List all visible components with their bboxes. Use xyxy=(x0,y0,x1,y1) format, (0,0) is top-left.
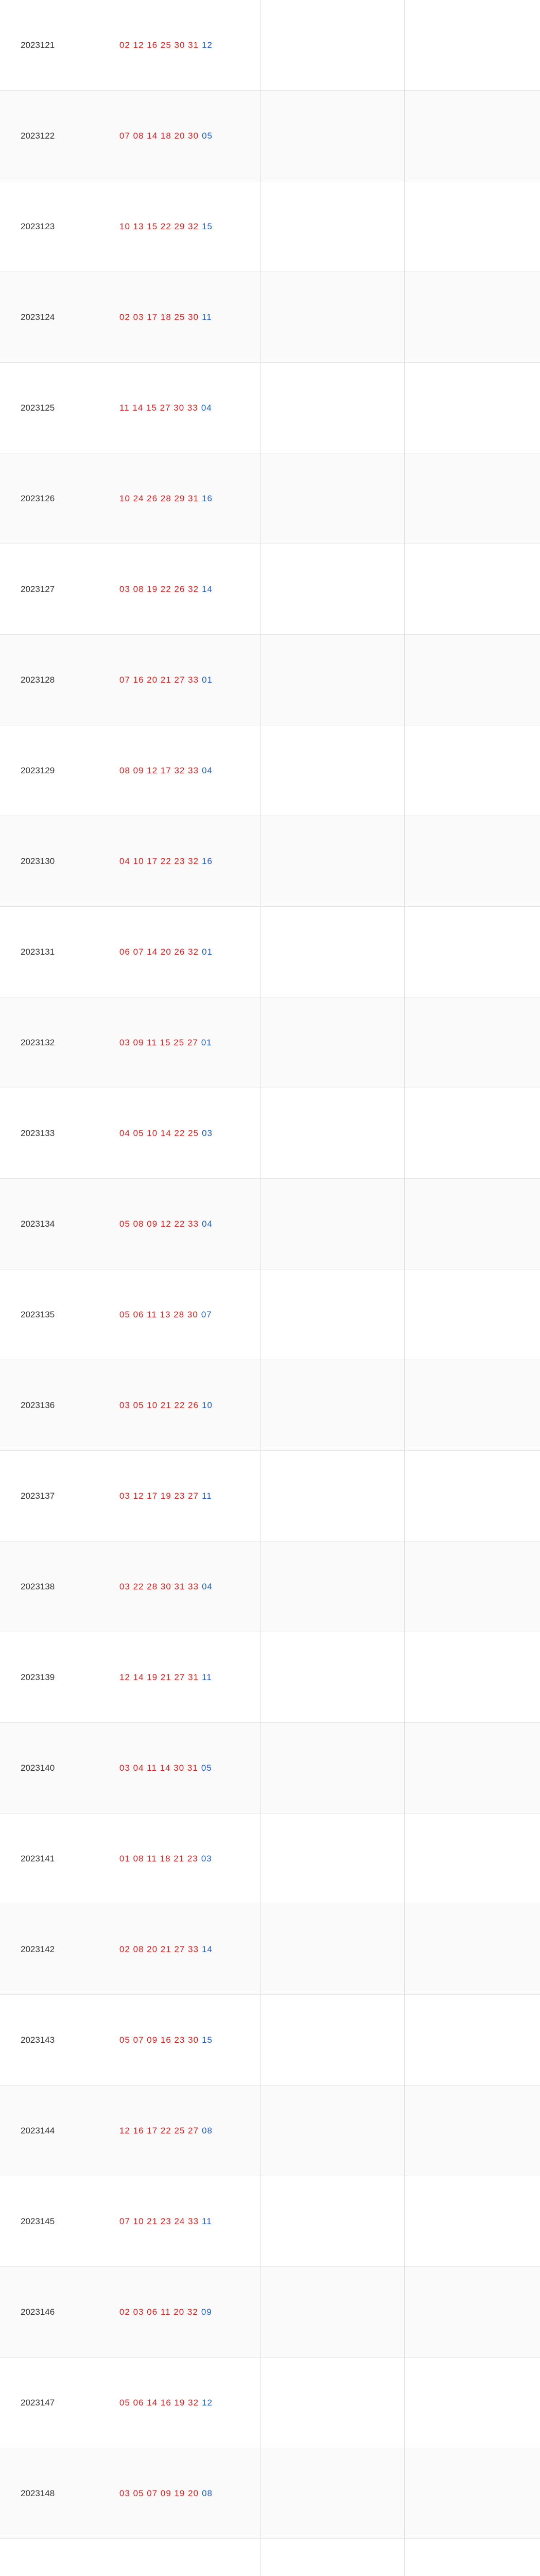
table-row xyxy=(0,725,540,816)
issue-number: 2023147 xyxy=(21,2397,55,2408)
prediction-block xyxy=(405,2448,540,2538)
prediction-block xyxy=(260,1814,405,1904)
prediction-block xyxy=(405,1451,540,1541)
red-balls: 03 22 28 30 31 33 xyxy=(119,1581,199,1591)
red-balls: 03 09 11 15 25 27 xyxy=(119,1037,198,1047)
red-balls: 12 14 19 21 27 31 xyxy=(119,1672,199,1682)
table-row xyxy=(0,2176,540,2267)
prediction-block xyxy=(405,1904,540,1994)
issue-cell xyxy=(0,907,108,997)
table-row xyxy=(0,907,540,997)
blue-ball: 04 xyxy=(202,1218,213,1229)
table-row xyxy=(0,997,540,1088)
prediction-block xyxy=(260,1179,405,1269)
prediction-block xyxy=(260,1269,405,1360)
draw-numbers xyxy=(119,2358,248,2448)
prediction-block xyxy=(260,1360,405,1450)
issue-cell xyxy=(0,1904,108,1994)
prediction-block xyxy=(260,725,405,816)
issue-number: 2023136 xyxy=(21,1400,55,1410)
draw-numbers xyxy=(119,1904,248,1994)
draw-numbers xyxy=(119,91,248,181)
issue-number: 2023139 xyxy=(21,1672,55,1682)
prediction-block xyxy=(405,997,540,1088)
draw-numbers xyxy=(119,725,248,816)
prediction-grid xyxy=(260,1269,540,1360)
prediction-block xyxy=(405,2539,540,2576)
draw-numbers xyxy=(119,181,248,272)
prediction-block xyxy=(260,2086,405,2176)
issue-cell xyxy=(0,2448,108,2538)
prediction-block xyxy=(405,453,540,544)
blue-ball: 10 xyxy=(202,1400,213,1410)
blue-ball: 16 xyxy=(202,856,213,866)
issue-cell xyxy=(0,2267,108,2357)
issue-number: 2023145 xyxy=(21,2216,55,2226)
blue-ball: 07 xyxy=(201,1309,212,1319)
draw-numbers xyxy=(119,272,248,362)
blue-ball: 01 xyxy=(201,1037,212,1047)
draw-numbers xyxy=(119,635,248,725)
issue-cell xyxy=(0,725,108,816)
issue-number: 2023140 xyxy=(21,1762,55,1773)
blue-ball: 12 xyxy=(202,40,213,50)
prediction-block xyxy=(405,1269,540,1360)
issue-number: 2023137 xyxy=(21,1490,55,1501)
red-balls: 06 07 14 20 26 32 xyxy=(119,946,199,957)
issue-cell xyxy=(0,544,108,634)
prediction-block xyxy=(405,544,540,634)
prediction-grid xyxy=(260,2539,540,2576)
table-row xyxy=(0,1541,540,1632)
prediction-block xyxy=(260,2539,405,2576)
prediction-grid xyxy=(260,997,540,1088)
blue-ball: 11 xyxy=(202,2216,212,2226)
issue-cell xyxy=(0,181,108,272)
table-row xyxy=(0,1360,540,1451)
red-balls: 04 05 10 14 22 25 xyxy=(119,1128,199,1138)
prediction-block xyxy=(260,91,405,181)
draw-numbers xyxy=(119,363,248,453)
prediction-block xyxy=(260,997,405,1088)
prediction-block xyxy=(405,1632,540,1722)
issue-cell xyxy=(0,1451,108,1541)
issue-number: 2023125 xyxy=(21,402,55,413)
issue-cell xyxy=(0,363,108,453)
issue-number: 2023124 xyxy=(21,312,55,322)
red-balls: 02 03 17 18 25 30 xyxy=(119,312,199,322)
prediction-block xyxy=(260,181,405,272)
red-balls: 05 06 11 13 28 30 xyxy=(119,1309,198,1319)
table-row xyxy=(0,2086,540,2176)
prediction-grid xyxy=(260,1904,540,1994)
issue-cell xyxy=(0,2176,108,2266)
blue-ball: 04 xyxy=(202,765,213,775)
draw-numbers xyxy=(119,1995,248,2085)
prediction-block xyxy=(260,1904,405,1994)
draw-numbers xyxy=(119,1632,248,1722)
table-row xyxy=(0,2358,540,2448)
table-row xyxy=(0,2539,540,2576)
red-balls: 10 24 26 28 29 31 xyxy=(119,493,199,503)
table-row xyxy=(0,816,540,907)
table-row xyxy=(0,363,540,453)
draw-numbers xyxy=(119,1179,248,1269)
draw-numbers xyxy=(119,2448,248,2538)
issue-number: 2023134 xyxy=(21,1218,55,1229)
draw-numbers xyxy=(119,997,248,1088)
red-balls: 07 08 14 18 20 30 xyxy=(119,130,199,141)
prediction-block xyxy=(260,1995,405,2085)
issue-number: 2023123 xyxy=(21,221,55,231)
red-balls: 03 05 07 09 19 20 xyxy=(119,2488,199,2498)
issue-number: 2023135 xyxy=(21,1309,55,1319)
table-row xyxy=(0,1269,540,1360)
draw-numbers xyxy=(119,907,248,997)
draw-numbers xyxy=(119,816,248,906)
table-row xyxy=(0,1088,540,1179)
prediction-block xyxy=(405,1814,540,1904)
issue-cell xyxy=(0,2086,108,2176)
prediction-grid xyxy=(260,1632,540,1722)
prediction-block xyxy=(405,816,540,906)
issue-number: 2023126 xyxy=(21,493,55,503)
prediction-block xyxy=(405,91,540,181)
prediction-block xyxy=(405,1995,540,2085)
blue-ball: 11 xyxy=(202,1672,212,1682)
red-balls: 04 10 17 22 23 32 xyxy=(119,856,199,866)
issue-cell xyxy=(0,1632,108,1722)
table-row xyxy=(0,0,540,91)
issue-cell xyxy=(0,1179,108,1269)
issue-number: 2023143 xyxy=(21,2035,55,2045)
draw-numbers xyxy=(119,1451,248,1541)
red-balls: 02 12 16 25 30 31 xyxy=(119,40,199,50)
prediction-grid xyxy=(260,2176,540,2266)
prediction-block xyxy=(260,1541,405,1632)
issue-cell xyxy=(0,453,108,544)
blue-ball: 14 xyxy=(202,584,213,594)
issue-number: 2023128 xyxy=(21,674,55,685)
table-row xyxy=(0,2267,540,2358)
prediction-block xyxy=(405,1541,540,1632)
issue-number: 2023141 xyxy=(21,1853,55,1863)
blue-ball: 01 xyxy=(202,674,213,685)
prediction-grid xyxy=(260,816,540,906)
blue-ball: 09 xyxy=(201,2307,212,2317)
prediction-block xyxy=(405,181,540,272)
blue-ball: 05 xyxy=(202,130,213,141)
draw-numbers xyxy=(119,1269,248,1360)
table-row xyxy=(0,1814,540,1904)
table-row xyxy=(0,1179,540,1269)
red-balls: 08 09 12 17 32 33 xyxy=(119,765,199,775)
table-row xyxy=(0,272,540,363)
red-balls: 10 13 15 22 29 32 xyxy=(119,221,199,231)
prediction-grid xyxy=(260,1541,540,1632)
prediction-block xyxy=(260,1632,405,1722)
draw-numbers xyxy=(119,453,248,544)
prediction-block xyxy=(260,363,405,453)
prediction-block xyxy=(260,1723,405,1813)
blue-ball: 15 xyxy=(202,221,213,231)
red-balls: 02 08 20 21 27 33 xyxy=(119,1944,199,1954)
red-balls: 02 03 06 11 20 32 xyxy=(119,2307,198,2317)
blue-ball: 01 xyxy=(202,946,213,957)
table-row xyxy=(0,453,540,544)
prediction-grid xyxy=(260,544,540,634)
draw-numbers xyxy=(119,1088,248,1178)
prediction-grid xyxy=(260,1179,540,1269)
issue-number: 2023130 xyxy=(21,856,55,866)
prediction-block xyxy=(405,2267,540,2357)
table-row xyxy=(0,2448,540,2539)
red-balls: 12 16 17 22 25 27 xyxy=(119,2125,199,2136)
issue-number: 2023133 xyxy=(21,1128,55,1138)
prediction-block xyxy=(405,1360,540,1450)
prediction-grid xyxy=(260,725,540,816)
prediction-grid xyxy=(260,363,540,453)
issue-cell xyxy=(0,997,108,1088)
blue-ball: 14 xyxy=(202,1944,213,1954)
issue-number: 2023148 xyxy=(21,2488,55,2498)
red-balls: 03 05 10 21 22 26 xyxy=(119,1400,199,1410)
blue-ball: 08 xyxy=(202,2488,213,2498)
prediction-grid xyxy=(260,907,540,997)
issue-cell xyxy=(0,2358,108,2448)
blue-ball: 12 xyxy=(202,2397,213,2408)
red-balls: 01 08 11 18 21 23 xyxy=(119,1853,198,1863)
prediction-grid xyxy=(260,1995,540,2085)
table-row xyxy=(0,1995,540,2086)
red-balls: 05 07 09 16 23 30 xyxy=(119,2035,199,2045)
draw-numbers xyxy=(119,2086,248,2176)
prediction-grid xyxy=(260,1360,540,1450)
prediction-block xyxy=(260,907,405,997)
draw-numbers xyxy=(119,1541,248,1632)
issue-number: 2023132 xyxy=(21,1037,55,1047)
blue-ball: 15 xyxy=(202,2035,213,2045)
issue-cell xyxy=(0,1723,108,1813)
prediction-grid xyxy=(260,91,540,181)
prediction-grid xyxy=(260,0,540,90)
draw-numbers xyxy=(119,1360,248,1450)
prediction-block xyxy=(405,1723,540,1813)
prediction-block xyxy=(405,2358,540,2448)
table-row xyxy=(0,635,540,725)
prediction-block xyxy=(260,272,405,362)
issue-number: 2023142 xyxy=(21,1944,55,1954)
prediction-block xyxy=(405,363,540,453)
table-row xyxy=(0,1904,540,1995)
draw-numbers xyxy=(119,544,248,634)
prediction-block xyxy=(260,453,405,544)
issue-cell xyxy=(0,816,108,906)
prediction-block xyxy=(405,1179,540,1269)
issue-cell xyxy=(0,1995,108,2085)
issue-cell xyxy=(0,2539,108,2576)
blue-ball: 08 xyxy=(202,2125,213,2136)
prediction-block xyxy=(405,2176,540,2266)
draw-numbers xyxy=(119,0,248,90)
prediction-grid xyxy=(260,2267,540,2357)
prediction-grid xyxy=(260,2086,540,2176)
blue-ball: 11 xyxy=(202,1490,212,1501)
prediction-block xyxy=(260,0,405,90)
red-balls: 05 08 09 12 22 33 xyxy=(119,1218,199,1229)
issue-number: 2023138 xyxy=(21,1581,55,1591)
prediction-block xyxy=(405,635,540,725)
prediction-block xyxy=(260,2176,405,2266)
issue-number: 2023129 xyxy=(21,765,55,775)
red-balls: 07 10 21 23 24 33 xyxy=(119,2216,199,2226)
table-row xyxy=(0,544,540,635)
prediction-block xyxy=(260,2448,405,2538)
issue-cell xyxy=(0,272,108,362)
blue-ball: 16 xyxy=(202,493,213,503)
prediction-block xyxy=(260,2267,405,2357)
prediction-block xyxy=(405,0,540,90)
prediction-grid xyxy=(260,181,540,272)
table-row xyxy=(0,1723,540,1814)
issue-number: 2023146 xyxy=(21,2307,55,2317)
prediction-block xyxy=(260,816,405,906)
prediction-block xyxy=(260,1088,405,1178)
red-balls: 07 16 20 21 27 33 xyxy=(119,674,199,685)
table-row xyxy=(0,181,540,272)
blue-ball: 03 xyxy=(202,1128,213,1138)
issue-cell xyxy=(0,1814,108,1904)
draw-numbers xyxy=(119,1723,248,1813)
prediction-block xyxy=(260,544,405,634)
table-row xyxy=(0,91,540,181)
blue-ball: 03 xyxy=(201,1853,212,1863)
red-balls: 03 12 17 19 23 27 xyxy=(119,1490,199,1501)
prediction-grid xyxy=(260,1814,540,1904)
draw-numbers xyxy=(119,2539,248,2576)
prediction-grid xyxy=(260,635,540,725)
prediction-block xyxy=(405,2086,540,2176)
prediction-block xyxy=(405,725,540,816)
draw-numbers xyxy=(119,2176,248,2266)
prediction-block xyxy=(260,1451,405,1541)
blue-ball: 11 xyxy=(202,312,212,322)
issue-cell xyxy=(0,1088,108,1178)
prediction-grid xyxy=(260,1723,540,1813)
prediction-grid xyxy=(260,453,540,544)
issue-cell xyxy=(0,1541,108,1632)
draw-numbers xyxy=(119,1814,248,1904)
red-balls: 03 08 19 22 26 32 xyxy=(119,584,199,594)
prediction-grid xyxy=(260,272,540,362)
issue-number: 2023127 xyxy=(21,584,55,594)
prediction-block xyxy=(260,635,405,725)
prediction-grid xyxy=(260,2358,540,2448)
prediction-block xyxy=(405,1088,540,1178)
issue-number: 2023144 xyxy=(21,2125,55,2136)
blue-ball: 04 xyxy=(202,1581,213,1591)
issue-cell xyxy=(0,91,108,181)
issue-number: 2023131 xyxy=(21,946,55,957)
blue-ball: 05 xyxy=(201,1762,212,1773)
red-balls: 11 14 15 27 30 33 xyxy=(119,402,198,413)
table-row xyxy=(0,1632,540,1723)
prediction-grid xyxy=(260,2448,540,2538)
prediction-block xyxy=(405,272,540,362)
prediction-block xyxy=(405,907,540,997)
issue-cell xyxy=(0,0,108,90)
prediction-grid xyxy=(260,1451,540,1541)
prediction-grid xyxy=(260,1088,540,1178)
issue-cell xyxy=(0,1360,108,1450)
prediction-block xyxy=(260,2358,405,2448)
red-balls: 03 04 11 14 30 31 xyxy=(119,1762,198,1773)
table-row xyxy=(0,1451,540,1541)
issue-cell xyxy=(0,1269,108,1360)
issue-number: 2023121 xyxy=(21,40,55,50)
issue-cell xyxy=(0,635,108,725)
blue-ball: 04 xyxy=(201,402,212,413)
issue-number: 2023122 xyxy=(21,130,55,141)
red-balls: 05 06 14 16 19 32 xyxy=(119,2397,199,2408)
draw-numbers xyxy=(119,2267,248,2357)
